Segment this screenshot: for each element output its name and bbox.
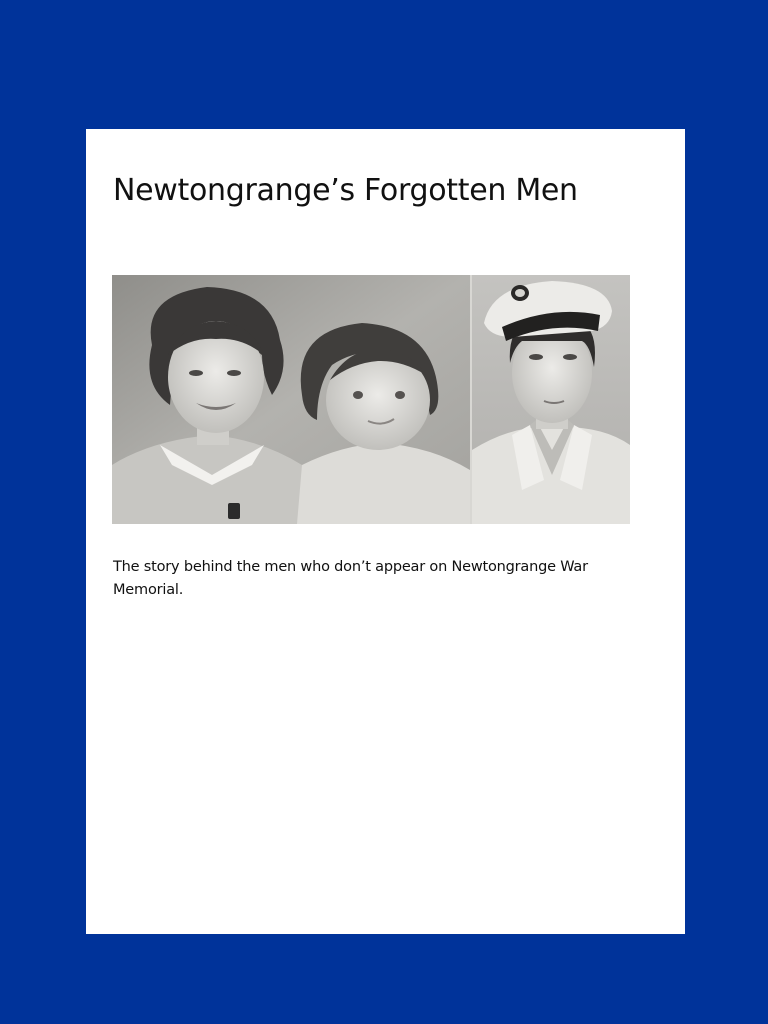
page-subtitle: The story behind the men who don’t appear on Newtongrange War Memorial.: [113, 559, 588, 598]
page-title: Newtongrange’s Forgotten Men: [113, 173, 578, 208]
woman-child-photo: [112, 275, 470, 524]
document-page: [86, 129, 685, 934]
photo-strip-image: [112, 275, 630, 524]
sailor-photo: [472, 275, 630, 524]
photo-strip: [112, 275, 630, 524]
